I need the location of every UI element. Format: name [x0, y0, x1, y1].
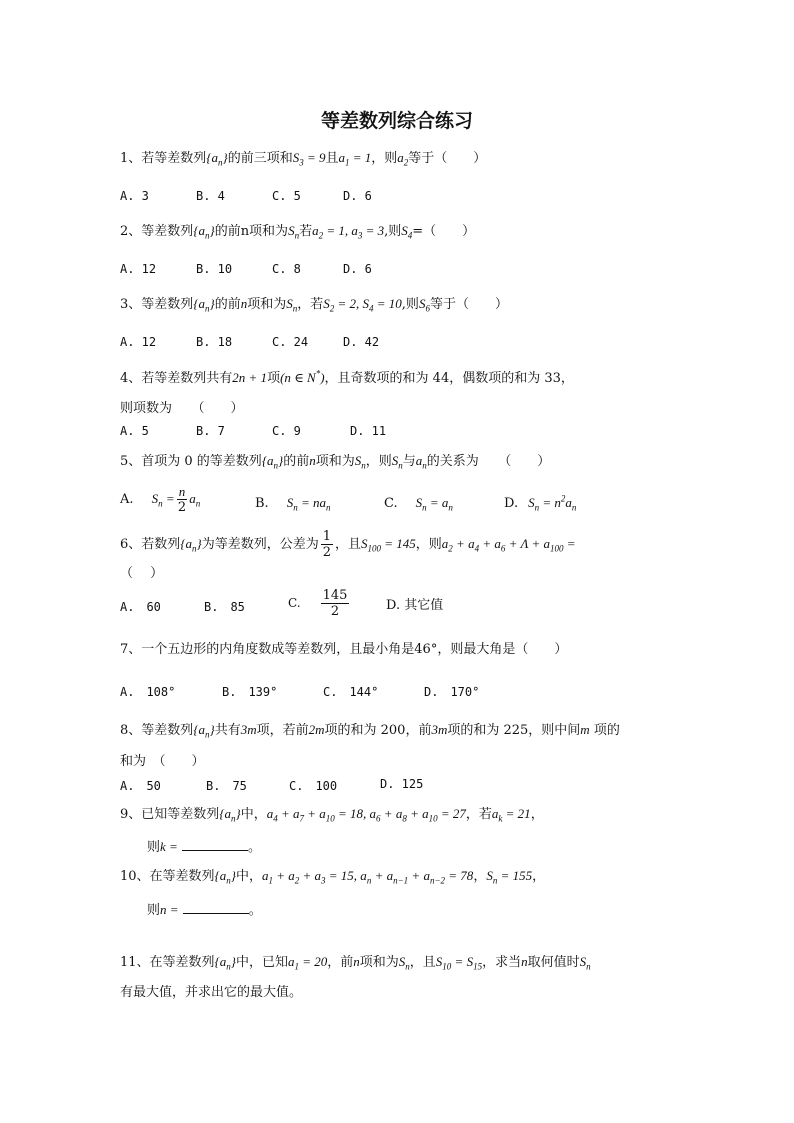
answer-blank[interactable]	[182, 838, 248, 851]
q1-option-b: B. 4	[196, 189, 225, 203]
page-title: 等差数列综合练习	[320, 110, 473, 132]
q2-option-b: B. 10	[196, 262, 233, 276]
question-6-line2: （ ）	[120, 566, 164, 581]
q4-option-d: D. 11	[350, 424, 387, 438]
q1-option-d: D. 6	[343, 189, 372, 203]
q5-option-d: D. $S_n = n^2a_n$	[504, 493, 577, 513]
q3-option-c: C. 24	[272, 335, 309, 349]
q4-option-c: C. 9	[272, 424, 301, 438]
question-11-line2: 有最大值，并求出它的最大值。	[120, 985, 303, 1000]
q7-option-d: D. 170°	[424, 685, 480, 699]
q6-option-c: C. $\frac{145}{2}$	[288, 588, 348, 619]
q7-option-c: C. 144°	[323, 685, 379, 699]
q2-option-d: D. 6	[343, 262, 372, 276]
q6-option-a: A. 60	[120, 600, 161, 614]
q5-option-c: C. $S_n = a_n$	[384, 495, 453, 513]
q6-option-b: B. 85	[204, 600, 245, 614]
question-1: 1、若等差数列$\{a_n\}$的前三项和$S_3 = 9$且$a_1 = 1$，则$a_2$等于（ ）	[120, 150, 487, 168]
q2-option-a: A. 12	[120, 262, 157, 276]
q8-option-d: D. 125	[380, 777, 424, 791]
question-4-line2: 则项数为 （ ）	[120, 401, 244, 416]
question-9: 9、已知等差数列$\{a_n\}$中，$a_4 + a_7 + a_{10} = 18$, $a_6 + a_8 + a_{10} = 27$，若$a_k = 21$，	[120, 806, 544, 824]
question-8: 8、等差数列$\{a_n\}$共有3m项，若前2m项的和为 200，前3m项的和为 225，则中间m 项的	[120, 722, 620, 740]
q3-option-d: D. 42	[343, 335, 380, 349]
question-11: 11、在等差数列$\{a_n\}$中，已知$a_1 = 20$，前n项和为$S_n$，且$S_{10} = S_{15}$，求当n取何值时$S_n$	[120, 954, 591, 972]
q4-option-b: B. 7	[196, 424, 225, 438]
question-5: 5、首项为 0 的等差数列$\{a_n\}$的前n项和为$S_n$，则$S_n$与$a_n$的关系为 （ ）	[120, 453, 551, 471]
q3-option-b: B. 18	[196, 335, 233, 349]
q5-option-a: A. $S_n$ = $\frac{n}{2}$ $a_n$	[120, 484, 201, 515]
q8-option-c: C. 100	[289, 779, 338, 793]
q8-option-b: B. 75	[206, 779, 247, 793]
q1-option-c: C. 5	[272, 189, 301, 203]
question-6: 6、若数列$\{a_n\}$为等差数列，公差为 $\frac{1}{2}$ ，且$S_{100} = 145$，则$a_2 + a_4 + a_6 + \Lambda + a_{100}$ =	[120, 529, 576, 560]
q3-option-a: A. 12	[120, 335, 157, 349]
q8-option-a: A. 50	[120, 779, 161, 793]
q6-option-d: D. 其它值	[386, 598, 444, 613]
question-10-answer: 则n = 。	[147, 902, 262, 918]
question-2: 2、等差数列$\{a_n\}$的前n项和为$S_n$若$a_2 = 1$, $a_3 = 3$,则$S_4=$（ ）	[120, 223, 476, 241]
q1-option-a: A. 3	[120, 189, 149, 203]
q4-option-a: A. 5	[120, 424, 149, 438]
question-9-answer: 则k = 。	[147, 839, 261, 855]
q7-option-b: B. 139°	[222, 685, 278, 699]
question-3: 3、等差数列$\{a_n\}$的前n项和为$S_n$，若$S_2 = 2$, $S_4 = 10$,则$S_6$等于（ ）	[120, 296, 508, 314]
q5-option-b: B. $S_n = na_n$	[255, 495, 331, 513]
q7-option-a: A. 108°	[120, 685, 176, 699]
q2-option-c: C. 8	[272, 262, 301, 276]
question-4: 4、若等差数列共有2n + 1项(n ∈ N*)，且奇数项的和为 44，偶数项的和为 33，	[120, 368, 574, 386]
question-7: 7、一个五边形的内角度数成等差数列，且最小角是46°，则最大角是（ ）	[120, 642, 568, 657]
question-8-line2: 和为 （ ）	[120, 754, 205, 769]
question-10: 10、在等差数列$\{a_n\}$中，$a_1 + a_2 + a_3 = 15$, $a_n + a_{n-1} + a_{n-2} = 78$，$S_n = 155$，	[120, 868, 546, 886]
answer-blank[interactable]	[183, 901, 249, 914]
